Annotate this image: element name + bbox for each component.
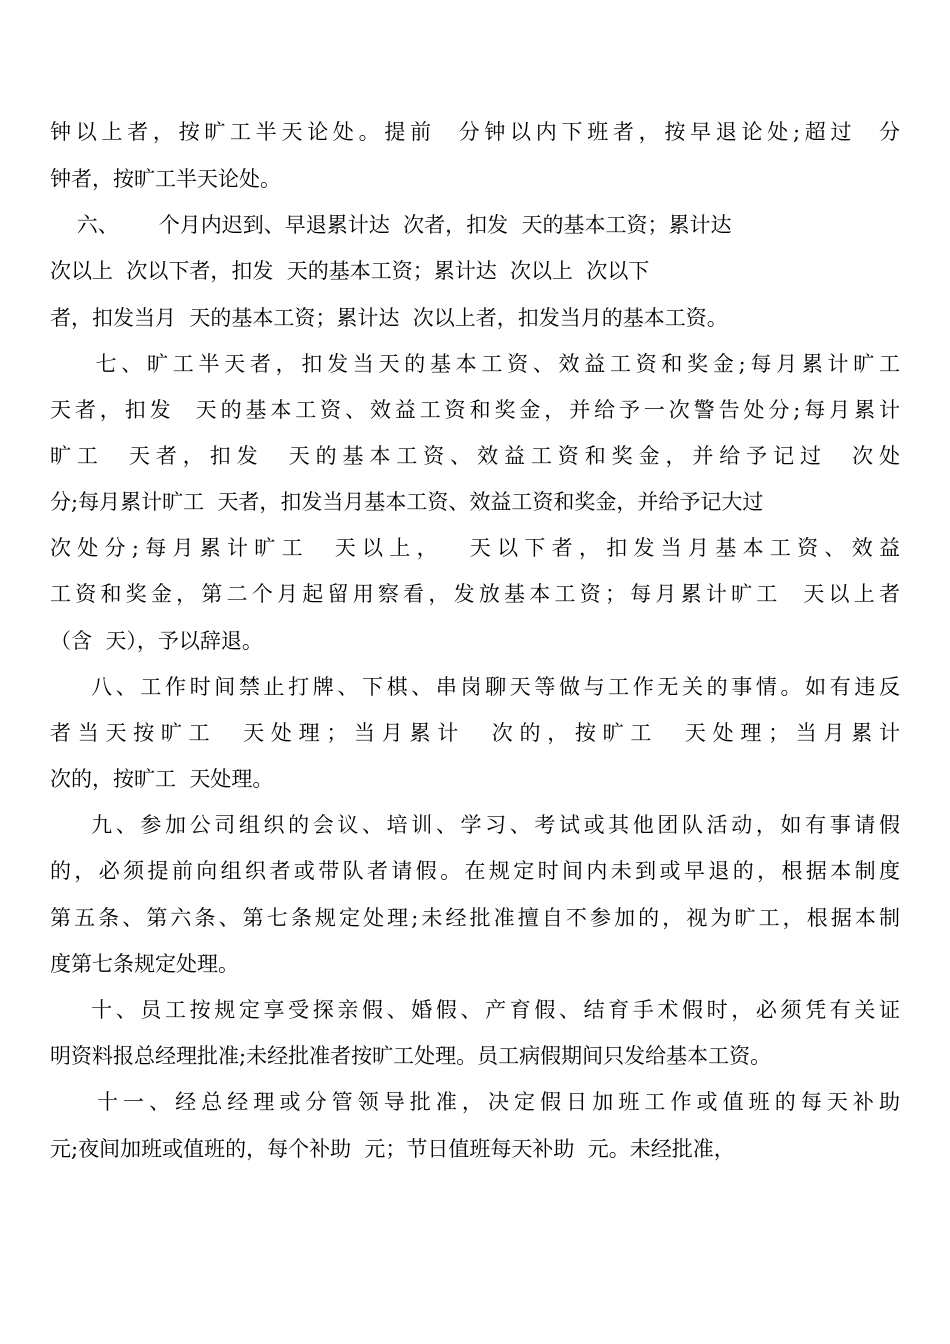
text-line: 十、员工按规定享受探亲假、婚假、产育假、结育手术假时，必须凭有关证 [50,998,900,1022]
text-line: 钟者，按旷工半天论处。 [50,167,281,191]
text-line: 者，扣发当月 天的基本工资；累计达 次以上者，扣发当月的基本工资。 [50,306,728,330]
text-line: 明资料报总经理批准;未经批准者按旷工处理。员工病假期间只发给基本工资。 [50,1044,772,1068]
text-line: 元;夜间加班或值班的，每个补助 元；节日值班每天补助 元。未经批准， [50,1137,735,1161]
text-line: 钟以上者，按旷工半天论处。提前 分钟以内下班者，按早退论处;超过 分 [50,120,900,144]
text-line: 第五条、第六条、第七条规定处理;未经批准擅自不参加的，视为旷工，根据本制 [50,906,900,930]
text-line: 次以上 次以下者，扣发 天的基本工资；累计达 次以上 次以下 [50,259,650,283]
text-line: 度第七条规定处理。 [50,952,239,976]
text-line: （含 天），予以辞退。 [50,629,263,653]
text-line: 的，必须提前向组织者或带队者请假。在规定时间内未到或早退的，根据本制度 [50,859,900,883]
text-line: 七、旷工半天者，扣发当天的基本工资、效益工资和奖金;每月累计旷工 [50,352,900,376]
text-line: 次处分;每月累计旷工 天以上， 天以下者，扣发当月基本工资、效益 [50,536,900,560]
text-line: 分;每月累计旷工 天者，扣发当月基本工资、效益工资和奖金，并给予记大过 [50,490,764,514]
text-line: 十一、经总经理或分管领导批准，决定假日加班工作或值班的每天补助 [50,1090,900,1114]
text-line: 八、工作时间禁止打牌、下棋、串岗聊天等做与工作无关的事情。如有违反 [50,675,900,699]
text-line: 者当天按旷工 天处理；当月累计 次的，按旷工 天处理；当月累计 [50,721,900,745]
text-line: 天者，扣发 天的基本工资、效益工资和奖金，并给予一次警告处分;每月累计 [50,398,900,422]
text-line: 九、参加公司组织的会议、培训、学习、考试或其他团队活动，如有事请假 [50,813,900,837]
text-line: 工资和奖金，第二个月起留用察看，发放基本工资；每月累计旷工 天以上者 [50,582,900,606]
text-line: 旷工 天者，扣发 天的基本工资、效益工资和奖金，并给予记过 次处 [50,444,900,468]
text-line: 六、 个月内迟到、早退累计达 次者，扣发 天的基本工资；累计达 [50,213,732,237]
text-line: 次的，按旷工 天处理。 [50,767,274,791]
